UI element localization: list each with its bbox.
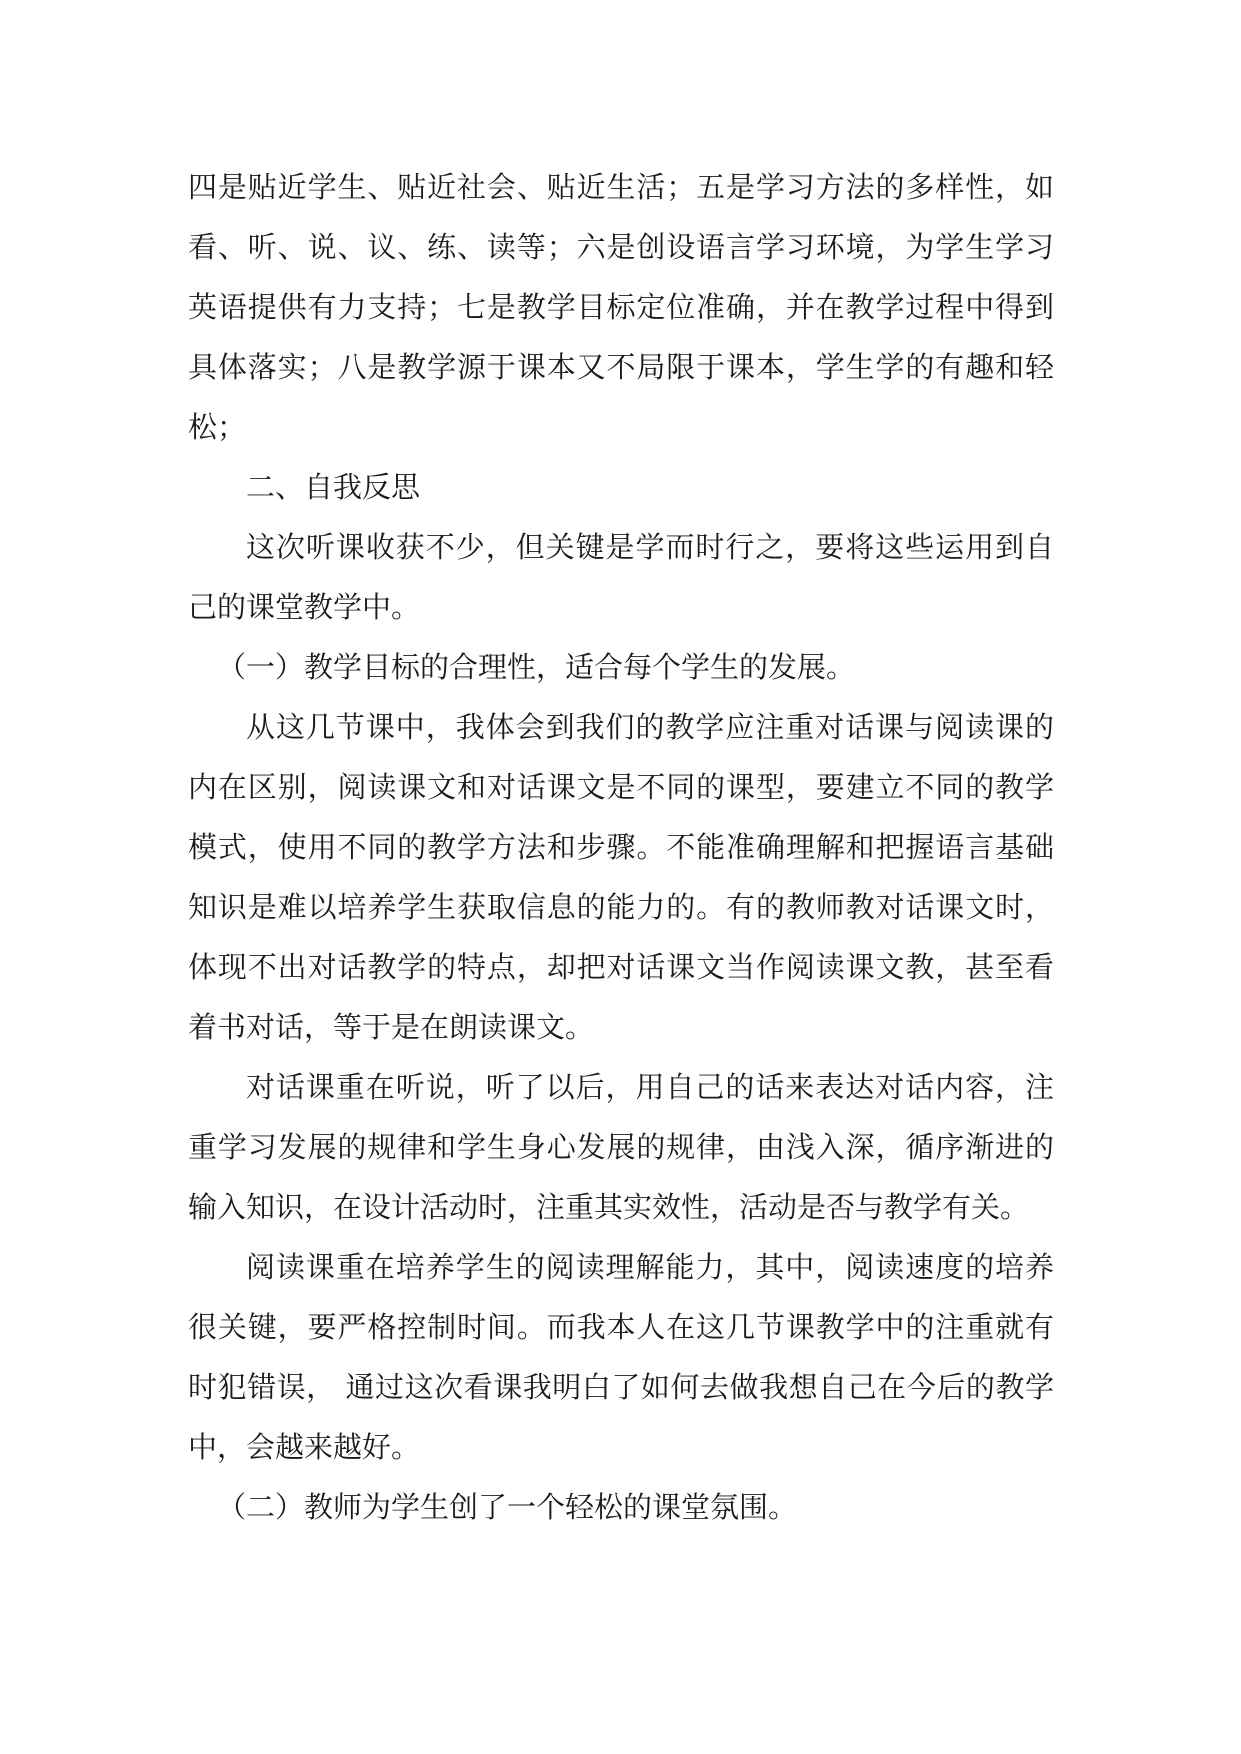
paragraph-body-1: 从这几节课中，我体会到我们的教学应注重对话课与阅读课的内在区别，阅读课文和对话课文是不同的课型，要建立不同的教学模式，使用不同的教学方法和步骤。不能准确理解和把握语言基础知识是难以培养学生获取信息的能力的。有的教师教对话课文时，体现不出对话教学的特点，却把对话课文当作阅读课文教，甚至看着书对话，等于是在朗读课文。 [188, 710, 1054, 1044]
paragraph-list-points: 四是贴近学生、贴近社会、贴近生活；五是学习方法的多样性，如看、听、说、议、练、读等；六是创设语言学习环境，为学生学习英语提供有力支持；七是教学目标定位准确，并在教学过程中得到具体落实；八是教学源于课本又不局限于课本，学生学的有趣和轻松； [188, 170, 1054, 444]
subheading-1: （一）教学目标的合理性，适合每个学生的发展。 [217, 650, 856, 684]
paragraph-intro: 这次听课收获不少，但关键是学而时行之，要将这些运用到自己的课堂教学中。 [188, 530, 1054, 624]
document-body [188, 157, 1054, 1537]
paragraph-body-3: 阅读课重在培养学生的阅读理解能力，其中，阅读速度的培养很关键，要严格控制时间。而我本人在这几节课教学中的注重就有时犯错误， 通过这次看课我明白了如何去做我想自己在今后的教学中，会越来越好。 [188, 1250, 1054, 1464]
section-heading-self-reflection: 二、自我反思 [246, 470, 421, 504]
subheading-2: （二）教师为学生创了一个轻松的课堂氛围。 [217, 1490, 798, 1524]
paragraph-body-2: 对话课重在听说，听了以后，用自己的话来表达对话内容，注重学习发展的规律和学生身心发展的规律，由浅入深，循序渐进的输入知识，在设计活动时，注重其实效性，活动是否与教学有关。 [188, 1070, 1054, 1224]
